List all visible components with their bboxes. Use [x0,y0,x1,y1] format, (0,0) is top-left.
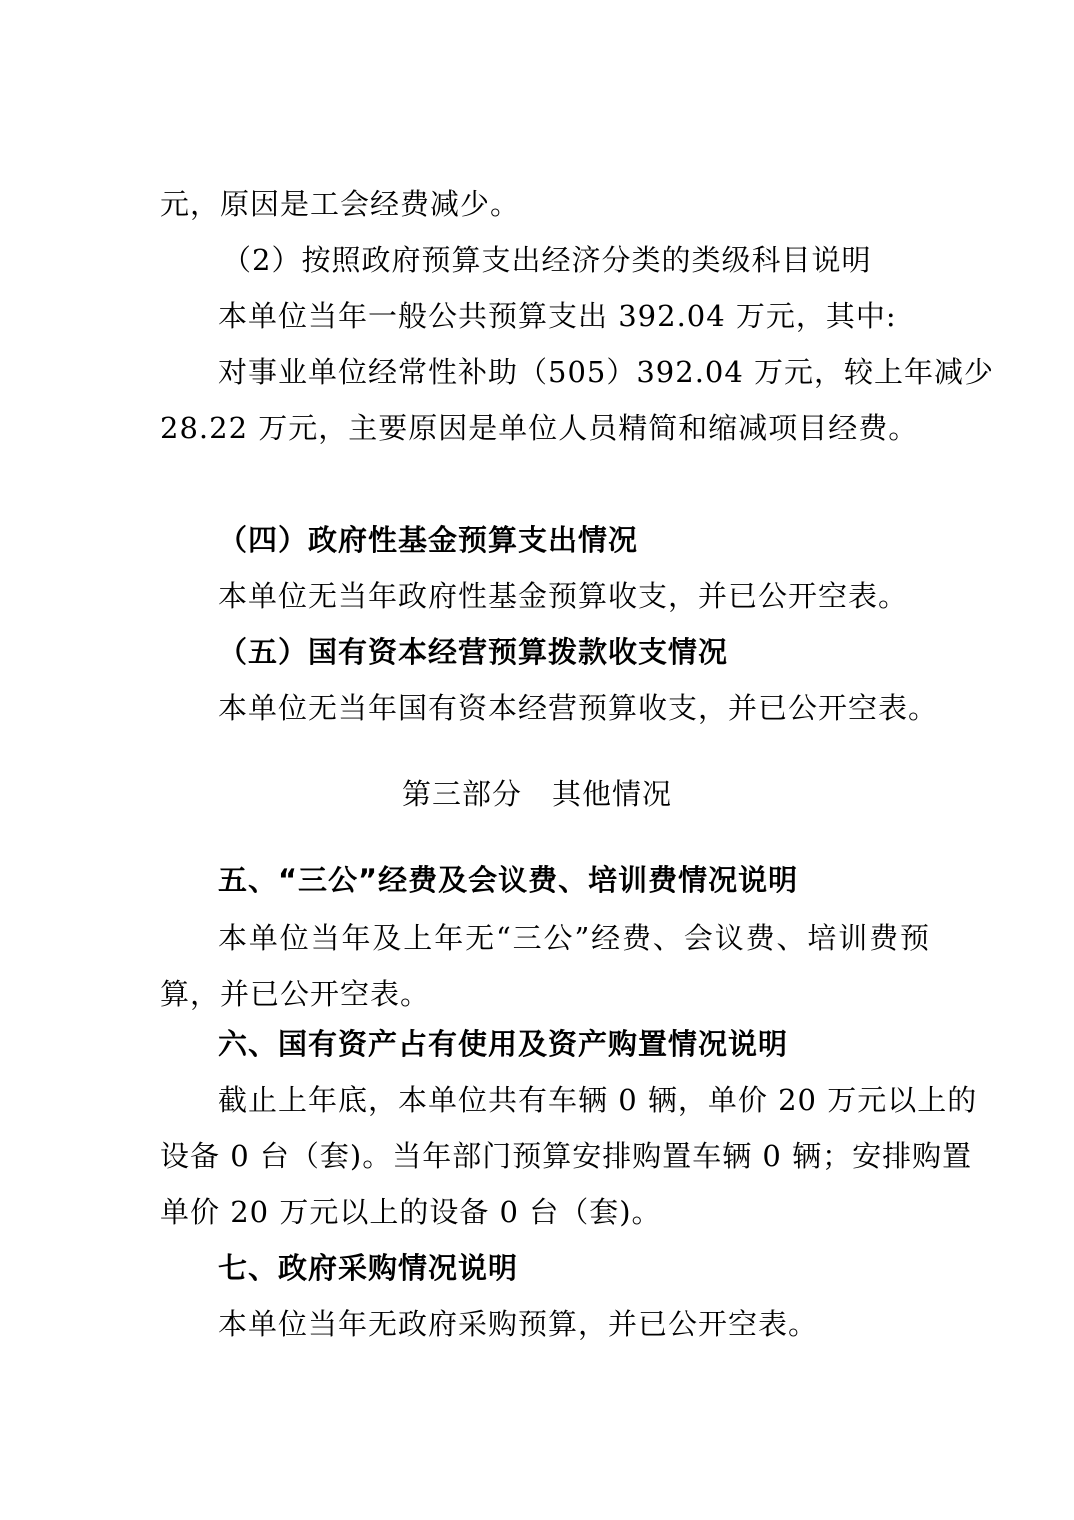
paragraph-line: 设备 0 台（套)。当年部门预算安排购置车辆 0 辆；安排购置 [160,1139,973,1173]
part-title: 第三部分 其他情况 [401,777,672,811]
paragraph-line: 本单位当年无政府采购预算，并已公开空表。 [218,1307,819,1341]
section-heading: （四）政府性基金预算支出情况 [218,523,639,557]
paragraph-line: 算，并已公开空表。 [160,977,431,1011]
paragraph-line: 本单位当年一般公共预算支出 392.04 万元，其中: [218,299,897,333]
section-heading: 七、政府采购情况说明 [218,1251,519,1285]
paragraph-line: 截止上年底，本单位共有车辆 0 辆，单价 20 万元以上的 [218,1083,978,1117]
paragraph-line: 元，原因是工会经费减少。 [160,187,521,221]
paragraph-line: 28.22 万元，主要原因是单位人员精简和缩减项目经费。 [160,411,919,445]
section-heading: 五、“三公”经费及会议费、培训费情况说明 [218,863,799,897]
paragraph-line: 本单位无当年政府性基金预算收支，并已公开空表。 [218,579,909,613]
paragraph-line: （2）按照政府预算支出经济分类的类级科目说明 [222,243,872,277]
section-heading: （五）国有资本经营预算拨款收支情况 [218,635,729,669]
paragraph-line: 对事业单位经常性补助（505）392.04 万元，较上年减少 [218,355,995,389]
paragraph-line: 单价 20 万元以上的设备 0 台（套)。 [160,1195,662,1229]
paragraph-line: 本单位无当年国有资本经营预算收支，并已公开空表。 [218,691,939,725]
paragraph-line: 本单位当年及上年无“三公”经费、会议费、培训费预 [218,921,930,955]
section-heading: 六、国有资产占有使用及资产购置情况说明 [218,1027,789,1061]
